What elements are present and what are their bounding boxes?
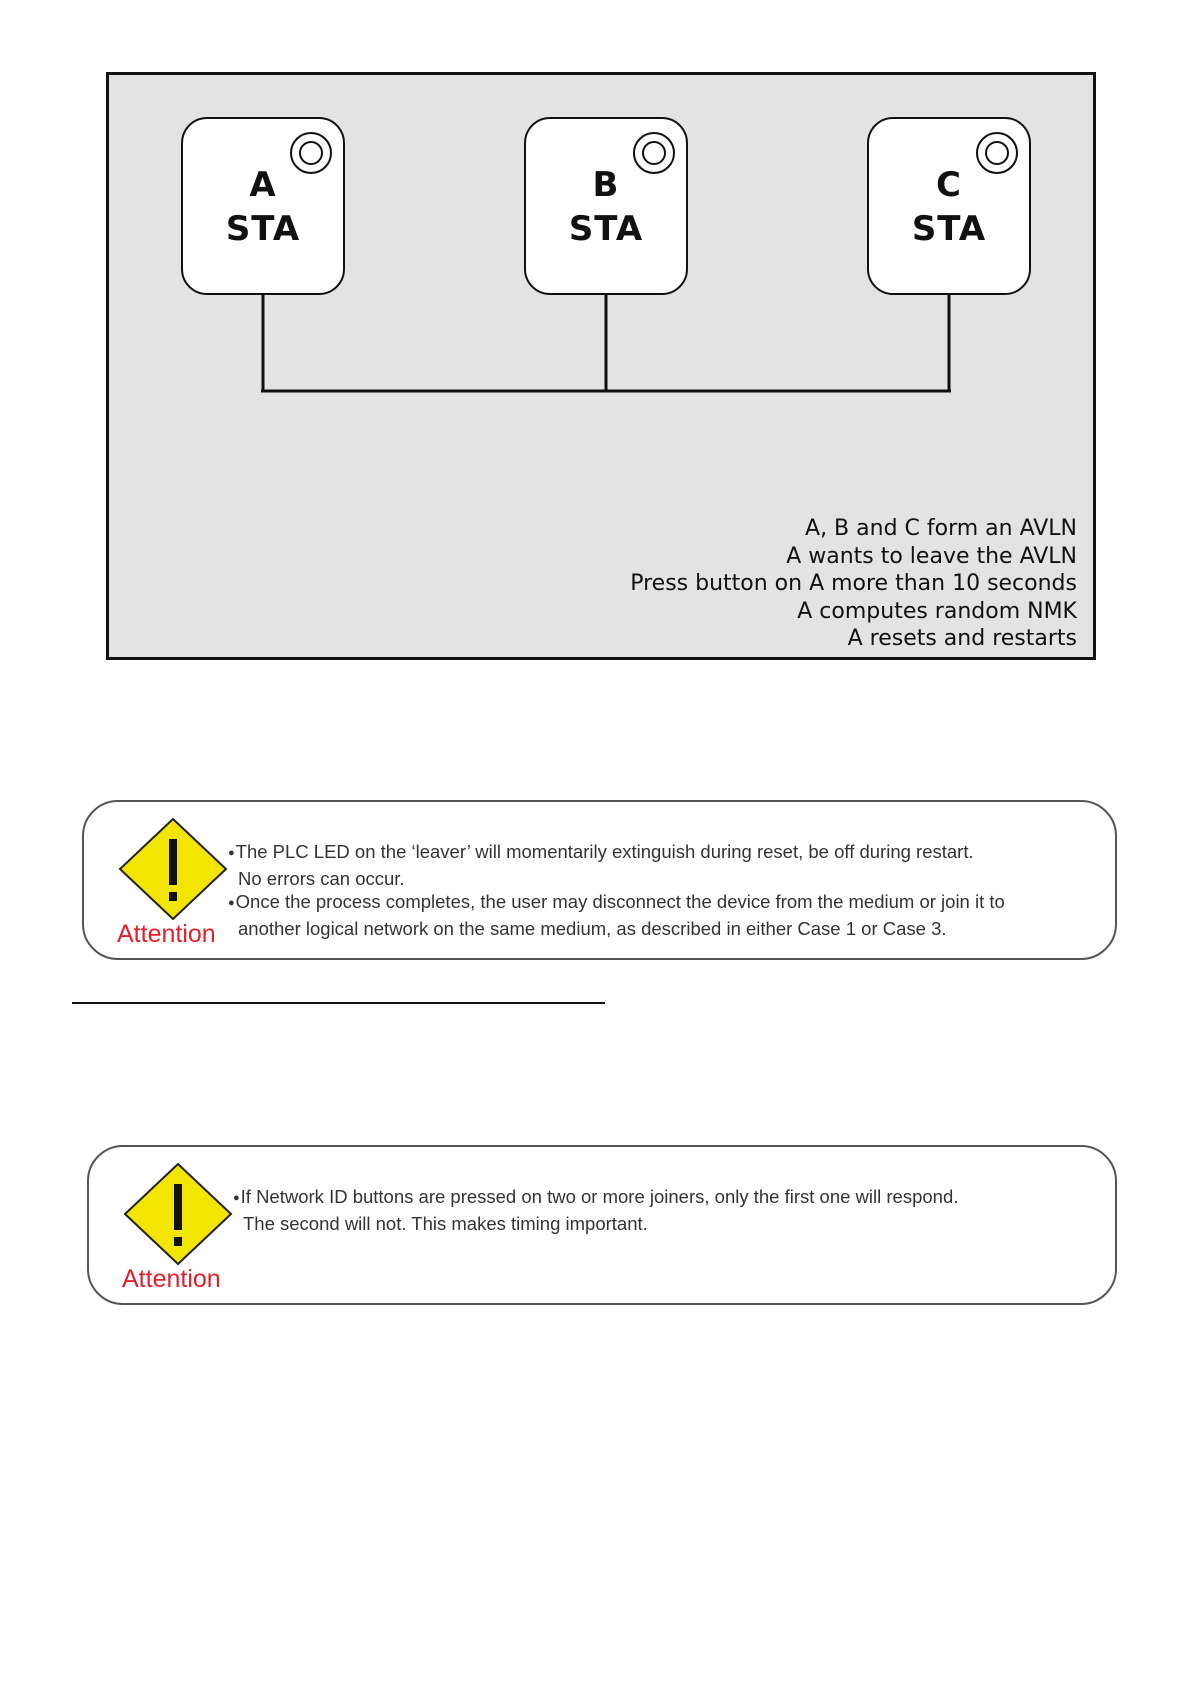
- attention-text: [233, 1185, 958, 1235]
- note-line: Press button on A more than 10 seconds: [630, 571, 1077, 596]
- bullet-continuation: No errors can occur.: [238, 868, 405, 889]
- bullet-text: ● Once the process completes, the user may disconnect the device from the medium or join it to: [228, 890, 1005, 917]
- station-c: [867, 117, 1031, 295]
- attention-label: Attention: [122, 1265, 221, 1293]
- bullet-continuation: The second will not. This makes timing important.: [243, 1213, 648, 1234]
- station-letter: B: [592, 165, 620, 205]
- warning-diamond-icon: [123, 1162, 233, 1266]
- warning-diamond-icon: [118, 817, 228, 921]
- avln-diagram: [106, 72, 1096, 660]
- station-type: STA: [225, 209, 301, 249]
- attention-label: Attention: [117, 920, 216, 948]
- note-line: A, B and C form an AVLN: [805, 516, 1077, 541]
- section-divider: [72, 1002, 605, 1004]
- note-line: A resets and restarts: [847, 626, 1077, 651]
- diagram-notes: [630, 515, 1077, 653]
- station-a: [181, 117, 345, 295]
- note-line: A wants to leave the AVLN: [786, 543, 1077, 569]
- bullet-continuation: another logical network on the same medium, as described in either Case 1 or Case 3.: [238, 918, 947, 939]
- attention-box-2: [87, 1145, 1117, 1305]
- note-line: A computes random NMK: [797, 598, 1077, 624]
- attention-box-1: [82, 800, 1117, 960]
- station-letter: C: [936, 165, 962, 205]
- bullet-text: ● The PLC LED on the ‘leaver’ will momentarily extinguish during reset, be off during restart.: [228, 840, 1005, 867]
- station-type: STA: [911, 209, 987, 249]
- station-letter: A: [249, 165, 277, 205]
- attention-text: [228, 840, 1005, 940]
- bullet-text: ● If Network ID buttons are pressed on two or more joiners, only the first one will respond.: [233, 1185, 958, 1212]
- station-b: [524, 117, 688, 295]
- station-type: STA: [568, 209, 644, 249]
